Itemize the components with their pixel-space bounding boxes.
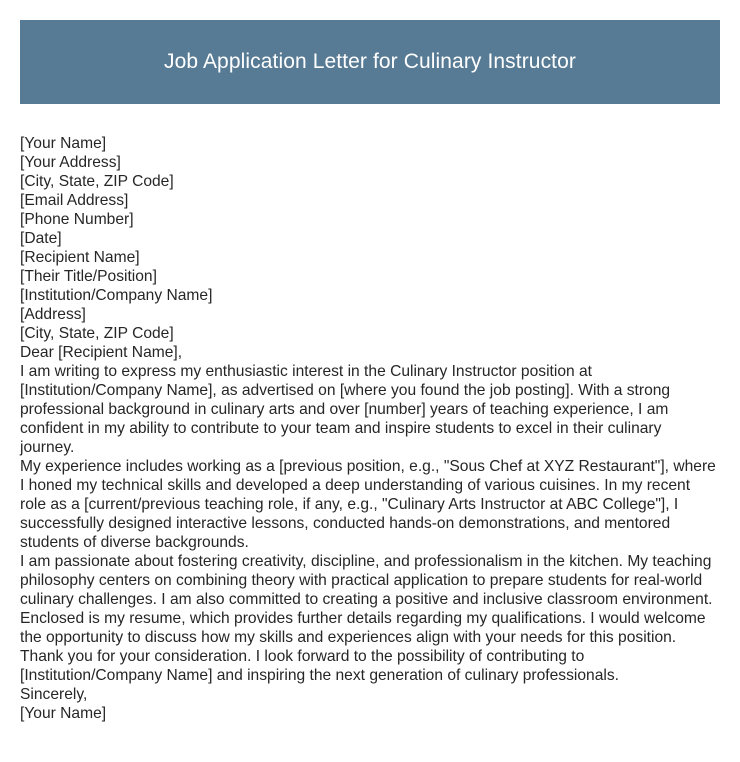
sender-city-state-zip: [City, State, ZIP Code] bbox=[20, 173, 174, 190]
page-header bbox=[20, 20, 720, 104]
recipient-block bbox=[20, 248, 720, 343]
recipient-address: [Address] bbox=[20, 306, 86, 323]
closing: Sincerely, bbox=[20, 686, 88, 703]
signature: [Your Name] bbox=[20, 705, 107, 722]
salutation: Dear [Recipient Name], bbox=[20, 344, 183, 361]
recipient-institution: [Institution/Company Name] bbox=[20, 287, 213, 304]
letter-body bbox=[20, 134, 720, 723]
paragraph-experience: My experience includes working as a [previous position, e.g., "Sous Chef at XYZ Restaurant"], where I honed my technical skills and developed a deep understanding of various cuisines. In my recent role as a [current/previous teaching role, if any, e.g., "Culinary Arts Instructor at ABC College"], I successfully designed interactive lessons, conducted hands-on demonstrations, and mentored students of diverse backgrounds. bbox=[20, 458, 716, 551]
sender-email: [Email Address] bbox=[20, 192, 129, 209]
sender-name: [Your Name] bbox=[20, 135, 107, 152]
sender-phone: [Phone Number] bbox=[20, 211, 134, 228]
recipient-title: [Their Title/Position] bbox=[20, 268, 157, 285]
paragraph-closing: Enclosed is my resume, which provides further details regarding my qualifications. I would welcome the opportunity to discuss how my skills and experiences align with your needs for this position. Thank you for your consideration. I look forward to the possibility of contributing to [Institution/Company Name] and inspiring the next generation of culinary professionals. bbox=[20, 610, 706, 684]
recipient-name: [Recipient Name] bbox=[20, 249, 140, 266]
page-title: Job Application Letter for Culinary Instructor bbox=[164, 50, 576, 73]
paragraph-intro: I am writing to express my enthusiastic interest in the Culinary Instructor position at [Institution/Company Name], as advertised on [where you found the job posting]. With a strong professional background in culinary arts and over [number] years of teaching experience, I am confident in my ability to contribute to your team and inspire students to excel in their culinary journey. bbox=[20, 363, 671, 456]
letter-date: [Date] bbox=[20, 230, 62, 247]
paragraph-philosophy: I am passionate about fostering creativity, discipline, and professionalism in the kitchen. My teaching philosophy centers on combining theory with practical application to prepare students for real-world culinary challenges. I am also committed to creating a positive and inclusive classroom environment. bbox=[20, 553, 713, 608]
sender-block bbox=[20, 134, 720, 248]
recipient-city-state-zip: [City, State, ZIP Code] bbox=[20, 325, 174, 342]
sender-address: [Your Address] bbox=[20, 154, 121, 171]
